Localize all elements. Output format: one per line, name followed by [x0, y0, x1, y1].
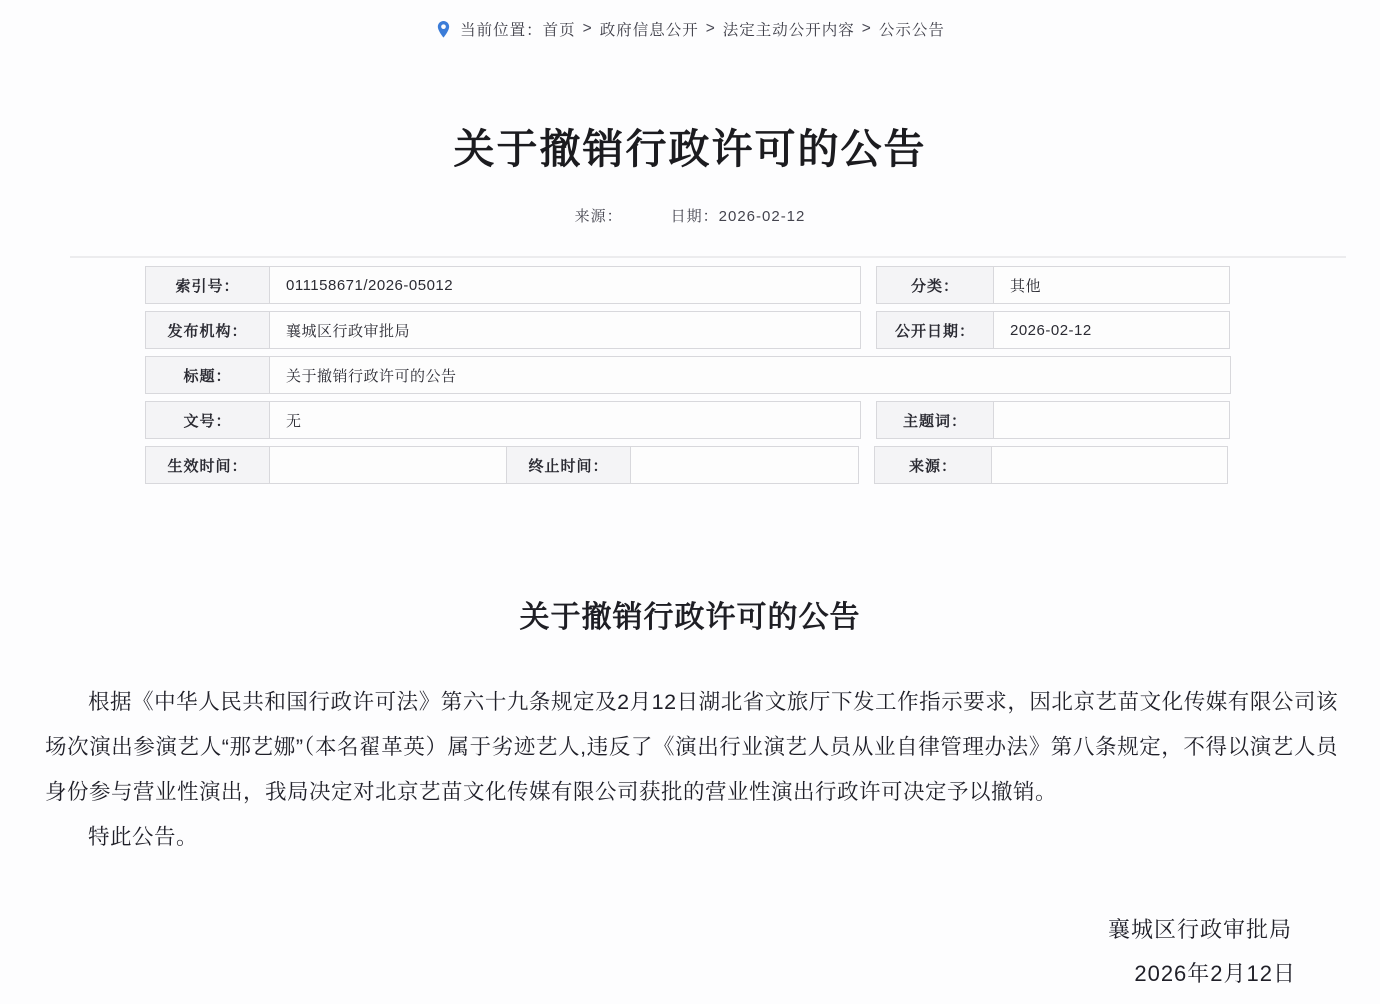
issuing-agency-value: 襄城区行政审批局	[269, 311, 861, 349]
doc-number-label: 文号：	[145, 401, 270, 439]
column-gap	[861, 266, 876, 304]
location-pin-icon	[435, 20, 452, 39]
effective-time-label: 生效时间：	[145, 446, 270, 484]
breadcrumb-separator: >	[861, 20, 872, 37]
breadcrumb-label: 当前位置：	[460, 22, 543, 39]
effective-time-value	[269, 446, 507, 484]
publish-date-label: 公开日期：	[876, 311, 994, 349]
title-value: 关于撤销行政许可的公告	[269, 356, 1231, 394]
breadcrumb-separator: >	[582, 20, 593, 37]
publish-date-value: 2026-02-12	[993, 311, 1230, 349]
column-gap	[859, 446, 874, 484]
index-number-label: 索引号：	[145, 266, 270, 304]
issuing-agency-label: 发布机构：	[145, 311, 270, 349]
breadcrumb-item-home[interactable]: 首页	[542, 22, 576, 39]
keywords-label: 主题词：	[876, 401, 994, 439]
article-body	[45, 680, 1338, 860]
breadcrumb	[0, 18, 1380, 40]
table-row-agency-pubdate	[145, 311, 1232, 349]
title-label: 标题：	[145, 356, 270, 394]
table-row-index-category	[145, 266, 1232, 304]
divider	[70, 256, 1346, 258]
source-field-label: 来源：	[874, 446, 992, 484]
column-gap	[861, 401, 876, 439]
source-field-value	[991, 446, 1228, 484]
signature-agency: 襄城区行政审批局	[1107, 917, 1292, 942]
table-row-dates-source	[145, 446, 1232, 484]
breadcrumb-item-public-notices[interactable]: 公示公告	[878, 22, 945, 39]
table-row-docno-keywords	[145, 401, 1232, 439]
source-label: 来源：	[574, 208, 623, 225]
table-row-title	[145, 356, 1232, 394]
keywords-value	[993, 401, 1230, 439]
column-gap	[861, 311, 876, 349]
index-number-value: 011158671/2026-05012	[269, 266, 861, 304]
article-heading: 关于撤销行政许可的公告	[519, 601, 861, 634]
breadcrumb-separator: >	[705, 20, 716, 37]
article-closing: 特此公告。	[88, 825, 199, 849]
end-time-label: 终止时间：	[506, 446, 631, 484]
category-label: 分类：	[876, 266, 994, 304]
breadcrumb-item-gov-info[interactable]: 政府信息公开	[599, 22, 699, 39]
signature-date: 2026年2月12日	[1134, 961, 1296, 986]
article-paragraph: 根据《中华人民共和国行政许可法》第六十九条规定及2月12日湖北省文旅厅下发工作指示要求，因北京艺苗文化传媒有限公司该场次演出参演艺人“那艺娜”（本名翟革英）属于劣迹艺人,违反了《演出行业演艺人员从业自律管理办法》第八条规定，不得以演艺人员身份参与营业性演出，我局决定对北京艺苗文化传媒有限公司获批的营业性演出行政许可决定予以撤销。	[45, 690, 1338, 804]
meta-line	[0, 205, 1380, 226]
breadcrumb-item-statutory-disclosure[interactable]: 法定主动公开内容	[722, 22, 855, 39]
metadata-table	[145, 266, 1232, 484]
end-time-value	[630, 446, 859, 484]
page-title: 关于撤销行政许可的公告	[453, 126, 927, 172]
doc-number-value: 无	[269, 401, 861, 439]
date-label: 日期：	[670, 208, 719, 225]
date-value: 2026-02-12	[718, 208, 806, 225]
category-value: 其他	[993, 266, 1230, 304]
